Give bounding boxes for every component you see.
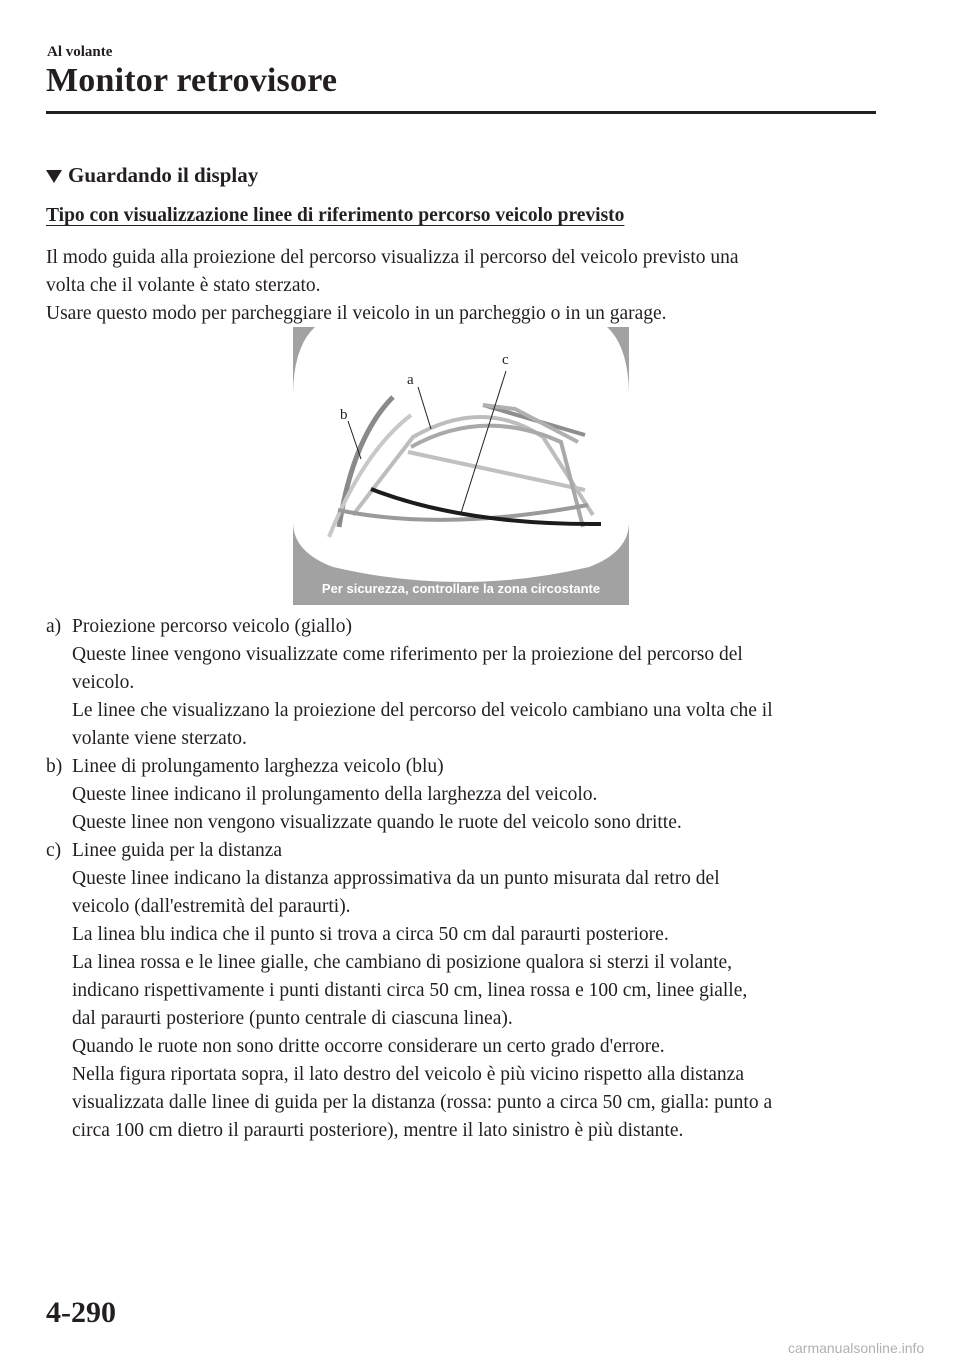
label-b: b bbox=[340, 407, 348, 423]
list-item-c bbox=[46, 837, 896, 1145]
item-line: Linee di prolungamento larghezza veicolo (blu) bbox=[72, 756, 444, 777]
item-body bbox=[72, 837, 896, 1145]
intro-line: Usare questo modo per parcheggiare il veicolo in un parcheggio o in un garage. bbox=[46, 303, 667, 324]
item-label: a) bbox=[46, 616, 62, 637]
item-line: La linea blu indica che il punto si trova a circa 50 cm dal paraurti posteriore. bbox=[72, 924, 669, 945]
item-line: circa 100 cm dietro il paraurti posteriore), mentre il lato sinistro è più distante. bbox=[72, 1120, 684, 1141]
item-line: Queste linee indicano la distanza approssimativa da un punto misurata dal retro del bbox=[72, 868, 720, 889]
item-body bbox=[72, 753, 896, 837]
item-line: indicano rispettivamente i punti distanti circa 50 cm, linea rossa e 100 cm, linee gialle, bbox=[72, 980, 748, 1001]
intro-paragraph bbox=[46, 244, 886, 328]
item-line: Queste linee non vengono visualizzate quando le ruote del veicolo sono dritte. bbox=[72, 812, 682, 833]
item-line: Queste linee vengono visualizzate come riferimento per la proiezione del percorso del bbox=[72, 644, 743, 665]
page-title: Monitor retrovisore bbox=[46, 62, 338, 99]
list-item-a bbox=[46, 613, 896, 753]
intro-line: volta che il volante è stato sterzato. bbox=[46, 275, 321, 296]
screen-caption: Per sicurezza, controllare la zona circostante bbox=[321, 581, 601, 596]
legend-list bbox=[46, 613, 896, 1145]
item-line: Nella figura riportata sopra, il lato destro del veicolo è più vicino rispetto alla distanza bbox=[72, 1064, 744, 1085]
item-line: veicolo. bbox=[72, 672, 135, 693]
list-item-b bbox=[46, 753, 896, 837]
item-label: c) bbox=[46, 840, 62, 861]
item-line: dal paraurti posteriore (punto centrale di ciascuna linea). bbox=[72, 1008, 513, 1029]
page-number: 4-290 bbox=[46, 1296, 116, 1329]
item-line: Quando le ruote non sono dritte occorre considerare un certo grado d'errore. bbox=[72, 1036, 665, 1057]
item-line: Linee guida per la distanza bbox=[72, 840, 283, 861]
title-divider bbox=[46, 111, 876, 114]
watermark: carmanualsonline.info bbox=[788, 1340, 925, 1356]
item-line: La linea rossa e le linee gialle, che cambiano di posizione qualora si sterzi il volante, bbox=[72, 952, 733, 973]
item-line: Proiezione percorso veicolo (giallo) bbox=[72, 616, 352, 637]
section-name: Al volante bbox=[47, 44, 113, 60]
item-label: b) bbox=[46, 756, 63, 777]
label-a: a bbox=[407, 372, 414, 388]
item-line: visualizzata dalle linee di guida per la distanza (rossa: punto a circa 50 cm, gialla: punto a bbox=[72, 1092, 773, 1113]
item-line: veicolo (dall'estremità del paraurti). bbox=[72, 896, 351, 917]
item-body bbox=[72, 613, 896, 753]
subheading bbox=[46, 163, 258, 188]
sub-subheading: Tipo con visualizzazione linee di riferimento percorso veicolo previsto bbox=[46, 205, 625, 226]
label-c: c bbox=[502, 352, 509, 368]
triangle-down-icon bbox=[46, 170, 62, 183]
rear-camera-figure bbox=[293, 327, 629, 605]
intro-line: Il modo guida alla proiezione del percorso visualizza il percorso del veicolo previsto una bbox=[46, 247, 739, 268]
item-line: Le linee che visualizzano la proiezione del percorso del veicolo cambiano una volta che il bbox=[72, 700, 773, 721]
subheading-text: Guardando il display bbox=[68, 163, 259, 187]
item-line: volante viene sterzato. bbox=[72, 728, 247, 749]
item-line: Queste linee indicano il prolungamento della larghezza del veicolo. bbox=[72, 784, 598, 805]
camera-view-area bbox=[293, 327, 629, 582]
